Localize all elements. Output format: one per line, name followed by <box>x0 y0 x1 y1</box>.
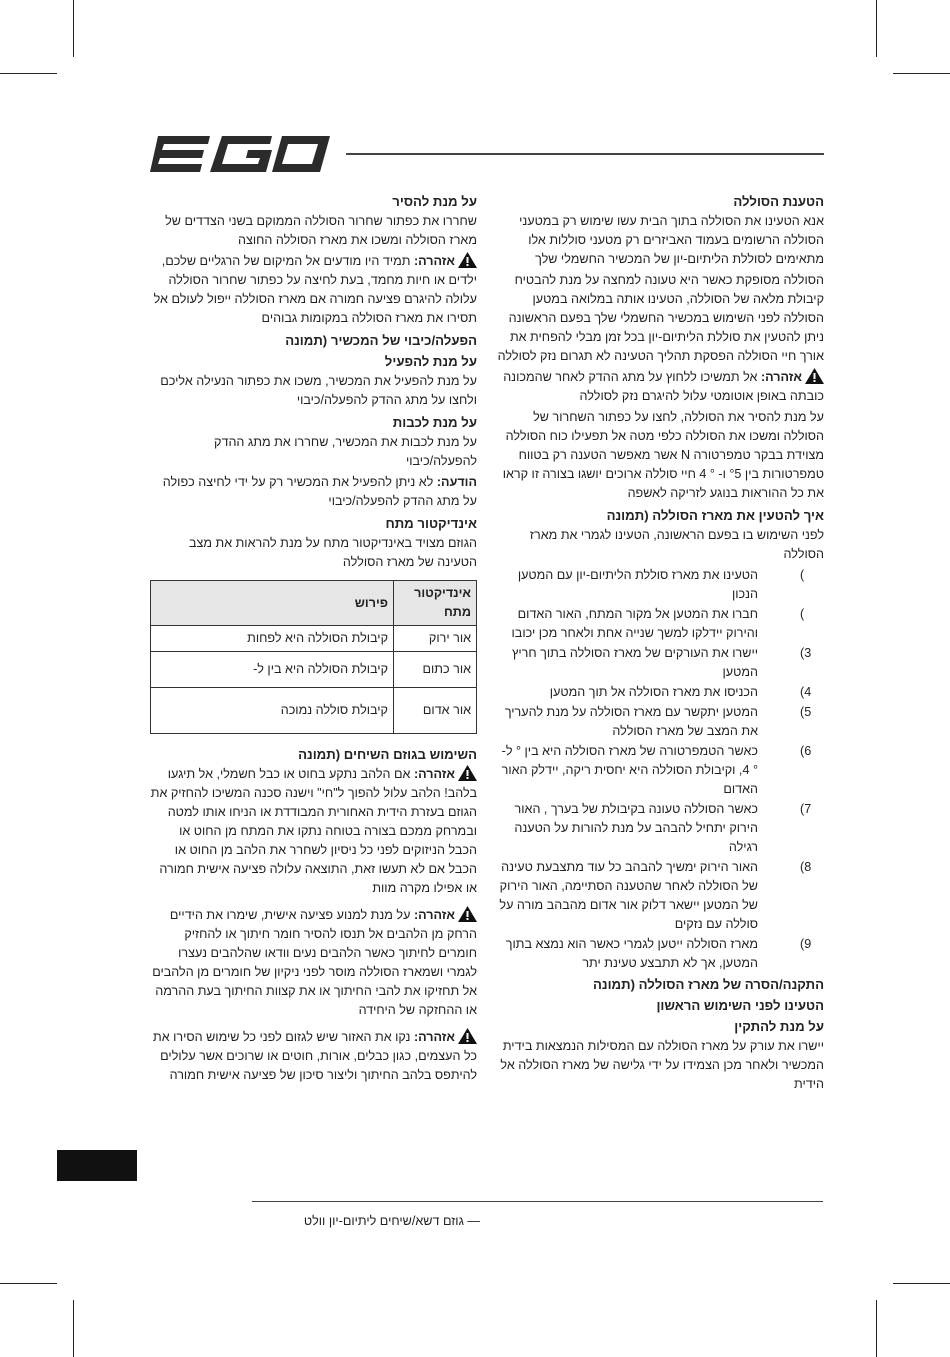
to-install-title: על מנת להתקין <box>734 1019 824 1034</box>
using-warning <box>150 765 477 898</box>
to-stop-title: על מנת לכבות <box>392 415 477 430</box>
footer-rule <box>252 1201 823 1202</box>
using-warning <box>150 1028 477 1085</box>
note <box>150 473 477 511</box>
charging-warning <box>497 368 824 406</box>
warning-text: על מנת למנוע פציעה אישית, שימרו את הידיים הרחק מן הלהבים אל תנסו להסיר חומר חיתוך או להחזיק חומרים לחיתוך כאשר הלהבים נעים וודאו שהלהבים נעצרו לגמרי ושמארז הסוללה מוסר לפני ניקיון של חומרים מן הלהבים אל תחזיקו את להבי החיתוך או את קצוות החיתוך בעת ההרמה או ההחזקה של היחידה <box>152 908 477 1017</box>
step-number: 4) <box>800 685 812 699</box>
warning-text: אם הלהב נתקע בחוט או כבל חשמלי, אל תיגעו בלהב! הלהב עלול להפוך ל"חי" וישנה סכנה המשיכו להחזיק את הגוזם בעזרת הידית האחורית המבודדת או הניחו אותו למטה ובמרחק ממכם בצורה בטוחה נתקו את המתח מן החוט או הכבל הניזוקים לפני כל ניסיון לשחרר את הלהב מן החוט או הכבל אם לא תעשו זאת, התוצאה עלולה פציעה אישית חמורה או אפילו מקרה מוות <box>150 767 477 895</box>
charging-steps <box>497 566 824 973</box>
table-cell: אור ירוק <box>394 626 477 652</box>
right-column <box>497 191 824 1096</box>
warning-label: אזהרה: <box>413 767 455 781</box>
step-number: 3) <box>800 646 812 660</box>
crop-mark <box>876 1300 877 1357</box>
table-header: אינדיקטור מתח <box>394 581 477 626</box>
page-tab-marker <box>57 1150 137 1181</box>
table-cell: קיבולת סוללה נמוכה <box>151 688 394 734</box>
to-start-title: על מנת להפעיל <box>384 354 477 369</box>
list-item <box>497 566 824 604</box>
step-number: 9) <box>800 937 812 951</box>
list-item <box>497 800 824 857</box>
list-item <box>497 644 824 682</box>
table-row <box>151 652 477 688</box>
header-rule <box>346 153 824 155</box>
crop-mark <box>893 73 950 74</box>
operate-title: הפעלה/כיבוי של המכשיר (תמונה <box>285 333 477 348</box>
warning-text: נקו את האזור שיש לגזום לפני כל שימוש הסירו את כל העצמים, כגון כבלים, אורות, חוטים או שרוכים אשר עלולים להיתפס בלהב החיתוך וליצור סיכון של פציעה אישית חמורה <box>153 1030 477 1082</box>
install-subtitle: הטעינו לפני השימוש הראשון <box>656 998 824 1013</box>
table-cell: קיבולת הסוללה היא לפחות <box>151 626 394 652</box>
crop-mark <box>876 0 877 57</box>
table-row <box>151 688 477 734</box>
note-label: הודעה: <box>436 475 477 489</box>
note-text: לא ניתן להפעיל את המכשיר רק על ידי לחיצה כפולה על מתג ההדק להפעלה/כיבוי <box>162 475 477 508</box>
step-number: 6) <box>800 744 812 758</box>
list-item <box>497 858 824 934</box>
list-item <box>497 703 824 741</box>
warning-icon <box>458 906 477 922</box>
step-text: יישרו את העורקים של מארז הסוללה בתוך חריץ המטען <box>512 646 758 679</box>
footer-text: — גוזם דשא/שיחים ליתיום-יון וולט <box>303 1214 480 1228</box>
warning-icon <box>458 765 477 781</box>
table-cell: קיבולת הסוללה היא בין ל- <box>151 652 394 688</box>
crop-mark <box>0 73 57 74</box>
step-text: האור הירוק ימשיך להבהב כל עוד מתצבעת טעינה של הסוללה לאחר שהטענה הסתיימה, האור הירוק של המטען יישאר דלוק אור אדום מהבהב מורה על סוללה עם נזקים <box>499 860 758 931</box>
list-item <box>497 935 824 973</box>
step-text: כאשר הסוללה טעונה בקיבולת של בערך , האור הירוק יתחיל להבהב על מנת להורות על הטענה רגילה <box>514 802 758 854</box>
crop-mark <box>893 1283 950 1284</box>
using-warning <box>150 906 477 1020</box>
crop-mark <box>73 0 74 57</box>
step-number: ) <box>800 607 805 621</box>
step-number: 8) <box>800 860 812 874</box>
step-text: הטעינו את מארז סוללת הליתיום-יון עם המטען הנכון <box>517 568 758 601</box>
step-text: חברו את המטען אל מקור המתח, האור האדום והירוק יידלקו למשך שנייה אחת ולאחר מכן יכובו <box>511 607 758 640</box>
remove-title: על מנת להסיר <box>392 194 477 209</box>
table-cell: אור אדום <box>394 688 477 734</box>
step-number: ) <box>800 568 805 582</box>
list-item <box>497 742 824 799</box>
left-column <box>150 191 477 1087</box>
step-text: כאשר הטמפרטורה של מארז הסוללה היא בין ° ל- ° 4, וקיבולת הסוללה היא יחסית ריקה, יידלק האור האדום <box>501 744 758 796</box>
how-to-charge-title: איך להטעין את מארז הסוללה (תמונה <box>606 508 824 523</box>
step-number: 5) <box>800 705 812 719</box>
table-row <box>151 626 477 652</box>
remove-warning <box>150 252 477 328</box>
crop-mark <box>0 1283 57 1284</box>
indicator-text: הגוזם מצויד באינדיקטור מתח על מנת להראות את מצב הטעינה של מארז הסוללה <box>188 536 477 569</box>
warning-icon <box>805 368 824 384</box>
charging-paragraph: על מנת להסיר את הסוללה, לחצו על כפתור השחרור של הסוללה ומשכו את הסוללה כלפי מטה אל תפעילו כוח הסוללה מצוידת בבקר טמפרטורה N אשר מאפשר הטענה רק בטווח טמפרטורות בין °5 ו- ° 4 חיי סוללה ארוכים יושגו בצורה זו קראו את כל ההוראות בנוגע לזריקה לאשפה <box>502 410 824 500</box>
warning-label: אזהרה: <box>760 370 802 384</box>
warning-text: אל תמשיכו ללחוץ על מתג ההדק לאחר שהמכונה כובתה באופן אוטומטי עלול להיגרם נזק לסוללה <box>503 370 824 403</box>
list-item <box>497 683 824 702</box>
charging-paragraph: הסוללה מסופקת כאשר היא טעונה למחצה על מנת להבטיח קיבולת מלאה של הסוללה, הטעינו אותה במלואה במטען הסוללה לפני השימוש במכשיר החשמלי שלך בפעם הראשונה ניתן להטעין את סוללת הליתיום-יון בכל זמן מבלי להפחית את אורך חיי הסוללה הפסקת תהליך הטעינה לא תגרום נזק לסוללה <box>497 273 824 363</box>
to-start-text: על מנת להפעיל את המכשיר, משכו את כפתור הנעילה אליכם ולחצו על מתג ההדק להפעלה/כיבוי <box>160 374 477 407</box>
to-stop-text: על מנת לכבות את המכשיר, שחררו את מתג ההדק להפעלה/כיבוי <box>214 435 477 468</box>
warning-text: תמיד היו מודעים אל המיקום של הרגליים שלכם, ילדים או חיות מחמד, בעת לחיצה על כפתור שחרור הסוללה עלולה להיגרם פציעה חמורה אם מארז הסוללה ייפול לעולם אל תסירו את מארז הסוללה במקומות גבוהים <box>153 254 477 325</box>
table-cell: אור כתום <box>394 652 477 688</box>
step-text: מארז הסוללה ייטען לגמרי כאשר הוא נמצא בתוך המטען, אך לא תתבצע טעינת יתר <box>505 937 758 970</box>
charging-paragraph: אנא הטעינו את הסוללה בתוך הבית עשו שימוש רק במטעני הסוללה הרשומים בעמוד האביזרים רק מטעני סוללות אלו מתאימים לסוללת הליתיום-יון של המכשיר החשמלי שלך <box>519 214 824 266</box>
how-to-charge-intro: לפני השימוש בו בפעם הראשונה, הטעינו לגמרי את מארז הסוללה <box>529 528 824 561</box>
to-install-text: יישרו את עורק על מארז הסוללה עם המסילות הנמצאות בידית המכשיר ולאחר מכן הצמידו על ידי גלישה של מארז הסוללה אל הידית <box>500 1039 824 1091</box>
warning-icon <box>458 252 477 268</box>
table-header-row <box>151 581 477 626</box>
using-title: השימוש בגוזם השיחים (תמונה <box>298 747 477 762</box>
step-number: 7) <box>800 802 812 816</box>
crop-mark <box>73 1300 74 1357</box>
step-text: המטען יתקשר עם מארז הסוללה על מנת להעריך את המצב של מארז הסוללה <box>504 705 758 738</box>
warning-label: אזהרה: <box>413 1030 455 1044</box>
ego-logo <box>150 136 330 177</box>
warning-label: אזהרה: <box>413 908 455 922</box>
list-item <box>497 605 824 643</box>
remove-text: שחררו את כפתור שחרור הסוללה הממוקם בשני הצדדים של מארז הסוללה ומשכו את מארז הסוללה החוצה <box>165 214 477 247</box>
warning-label: אזהרה: <box>413 254 455 268</box>
warning-icon <box>458 1028 477 1044</box>
indicator-title: אינדיקטור מתח <box>385 516 477 531</box>
indicator-table <box>150 580 477 734</box>
table-header: פירוש <box>151 581 394 626</box>
charging-title: הטענת הסוללה <box>733 194 824 209</box>
install-title: התקנה/הסרה של מארז הסוללה (תמונה <box>592 977 824 992</box>
step-text: הכניסו את מארז הסוללה אל תוך המטען <box>549 685 758 699</box>
